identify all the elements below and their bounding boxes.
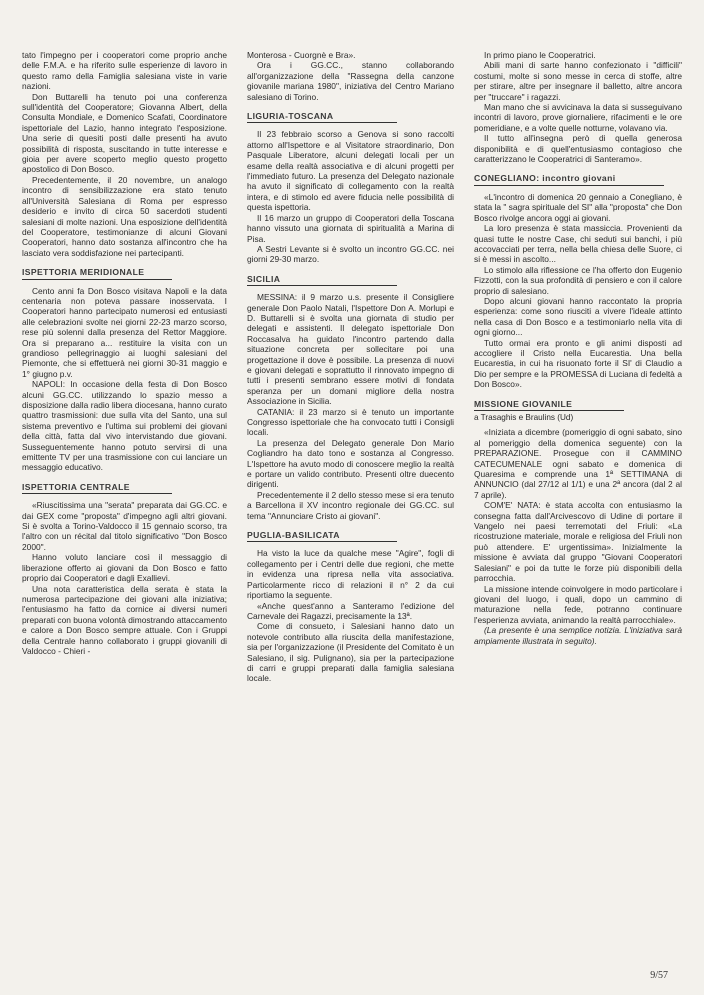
page-number: 9/57 (650, 970, 668, 981)
column-2 (247, 50, 454, 684)
paragraph: Monterosa - Cuorgnè e Bra». (247, 50, 356, 60)
paragraph: Tutto ormai era pronto e gli animi disposti ad accogliere il Cristo nella Eucarestia. Una bella Eucarestia, in cui ha risuonato forte il SI' di Claudio a Dio per sempre e la PROMESSA di Luciana di fedeltà a Don Bosco». (474, 337, 682, 390)
paragraph: «L'incontro di domenica 20 gennaio a Conegliano, è stata la " sagra spirituale del SI" alla "proposta" che Don Bosco rivolge ancora oggi ai giovani. (474, 191, 682, 223)
section-heading: LIGURIA-TOSCANA (247, 111, 397, 123)
section-heading: ISPETTORIA MERIDIONALE (22, 267, 172, 279)
section-heading: CONEGLIANO: incontro giovani (474, 173, 664, 185)
paragraph: Ora i GG.CC., stanno collaborando all'organizzazione della "Rassegna della canzone giovanile mariana 1980", iniziativa del Centro Mariano salesiano di Torino. (247, 60, 454, 102)
paragraph: Lo stimolo alla riflessione ce l'ha offerto don Eugenio Fizzotti, con la sua profondità di pensiero e con il calore proprio di salesiano. (474, 264, 682, 296)
paragraph: Don Buttarelli ha tenuto poi una conferenza sull'identità del Cooperatore; Giovanna Albert, della Consulta Mondiale, e Domenico Scafati, Coordinatore ispettoriale del Lazio, hanno integrato l'esposizione. Una serie di quesiti posti dalle presenti ha avuto possibilità di risposta, suscitando in tutte interesse e gioia per avere scoperto meglio questo progetto apostolico di Don Bosco. (22, 91, 227, 175)
paragraph: In primo piano le Cooperatrici. (484, 50, 596, 60)
paragraph: Ha visto la luce da qualche mese "Agire", fogli di collegamento per i Centri delle due regioni, che mette in evidenza una ripresa nella vita associativa. Particolarmente ricco di relazioni il n° 2 da cui riportiamo la seguente. (247, 548, 454, 601)
section-heading: ISPETTORIA CENTRALE (22, 482, 172, 494)
paragraph: La loro presenza è stata massiccia. Provenienti da quasi tutte le nostre Case, chi seduti sui banchi, i più accovacciati per terra, nella bella chiesa delle Suore, ci si è messi in ascolto... (474, 223, 682, 265)
paragraph: COM'E' NATA: è stata accolta con entusiasmo la consegna fatta dall'Arcivescovo di Udine di portare il Vangelo nei paesi terremotati del Friuli: «La ricostruzione materiale, morale e religiosa del Friuli non può attendere. E' urgentissima». Inizialmente la missione è avviata dal gruppo "Giovani Cooperatori Salesiani" e poi da tutte le forze più disponibili della parrocchia. (474, 500, 682, 584)
paragraph: NAPOLI: In occasione della festa di Don Bosco alcuni GG.CC. utilizzando lo spazio messo a disposizione dalla radio libera diocesana, hanno curato quattro trasmissioni: due sulla vita del Santo, una sul sistema preventivo e l'ultima sui problemi dei giovani della città, fatta dal vivo intervistando due giovani. Susseguentemente hanno potuto servirsi di una emittente TV per una trasmissione con cui lanciare un messaggio educativo. (22, 379, 227, 473)
paragraph: Il 16 marzo un gruppo di Cooperatori della Toscana hanno vissuto una giornata di spiritualità a Marina di Pisa. (247, 212, 454, 244)
paragraph: La presenza del Delegato generale Don Mario Cogliandro ha dato tono e sostanza al Congresso. L'Ispettore ha avuto modo di conoscere meglio la realtà e portare un valido contributo. Presenti oltre duecento dirigenti. (247, 437, 454, 490)
paragraph: Cento anni fa Don Bosco visitava Napoli e la data centenaria non poteva passare inosservata. I Cooperatori hanno partecipato numerosi ed entusiasti alle celebrazioni svolte nei giorni 22-23 marzo scorso, rese più solenni dalla presenza del Rettor Maggiore. Ora si preparano a... restituire la visita con un grandioso pellegrinaggio ai luoghi salesiani del Piemonte, che si effettuerà nei giorni 30-31 maggio e 1° giugno p.v. (22, 285, 227, 379)
paragraph: Il 23 febbraio scorso a Genova si sono raccolti attorno all'Ispettore e al Visitatore straordinario, Don Pasquale Liberatore, alcuni delegati locali per un esame della realtà associativa e di alcuni progetti per l'immediato futuro. La presenza del Delegato nazionale ha avuto il significato di collegamento con la realtà intera, e di stimolo ed avere fiducia nelle possibilità di questa ispettoria. (247, 129, 454, 213)
paragraph: Hanno voluto lanciare così il messaggio di liberazione offerto ai giovani da Don Bosco e fatto proprio dai Cooperatori e dagli Exallievi. (22, 552, 227, 584)
column-3 (474, 50, 682, 646)
paragraph: A Sestri Levante si è svolto un incontro GG.CC. nei giorni 29-30 marzo. (247, 243, 454, 265)
paragraph: Una nota caratteristica della serata è stata la numerosa partecipazione dei giovani alla iniziativa; l'entusiasmo ha fatto da cornice ai diversi numeri preparati con buona volontà dimostrando attaccamento e calore a Don Bosco sempre attuale. Con i Gruppi della Centrale hanno collaborato i gruppi giovanili di Valdocco - Chieri - (22, 583, 227, 656)
section-heading: PUGLIA-BASILICATA (247, 530, 397, 542)
section-heading: MISSIONE GIOVANILE (474, 399, 624, 411)
paragraph: Dopo alcuni giovani hanno raccontato la propria esperienza: come sono riusciti a vivere l'ideale attinto nella casa di Don Bosco e a testimoniarlo nella vita di ogni giorno... (474, 295, 682, 338)
section-subheading: a Trasaghis e Braulins (Ud) (474, 413, 574, 422)
paragraph: Come di consueto, i Salesiani hanno dato un notevole contributo alla riuscita della manifestazione, sia per l'organizzazione (il Presidente del Comitato è un Salesiano, il sig. Pulignano), sia per la partecipazione di carri e gruppi preparati dalla famiglia salesiana locale. (247, 621, 454, 684)
paragraph: «Riuscitissima una "serata" preparata dai GG.CC. e dai GEX come "proposta" d'impegno agli altri giovani. Si è svolta a Torino-Valdocco il 15 gennaio scorso, tra l'altro con un récital dal titolo significativo "Don Bosco 2000". (22, 500, 227, 552)
column-1 (22, 50, 227, 656)
paragraph: Abili mani di sarte hanno confezionato i "difficili" costumi, molte si sono messe in cerca di stoffe, altre per stirare, altre per insegnare il balletto, altre ancora per "truccare" i ragazzi. (474, 60, 682, 102)
paragraph: Precedentemente il 2 dello stesso mese si era tenuto a Barcellona il XV incontro regionale dei GG.CC. sul tema "Annunciare Cristo ai giovani". (247, 489, 454, 521)
paragraph: Precedentemente, il 20 novembre, un analogo incontro di sensibilizzazione era stato tenuto all'Università Salesiana di Roma per espresso desiderio e invito di circa 50 sacerdoti studenti salesiani di molte nazioni. Una esposizione dell'identità del Cooperatore, testimonianze di alcuni Giovani Cooperatori, hanno dato sostanza all'incontro che ha lasciato vera soddisfazione nei partecipanti. (22, 174, 227, 258)
paragraph: MESSINA: il 9 marzo u.s. presente il Consigliere generale Don Paolo Natali, l'Ispettore Don A. Morlupi e D. Buttarelli si è svolta una giornata di studio per delegati e assistenti. Il delegato ispettoriale Don Roccasalva ha guidato l'incontro partendo dalla situazione concreta per sollecitare poi una progettazione il dove è possibile. La presenza di nuovi e giovani delegati e soprattutto il rinnovato impegno di tutti i presenti sembrano essere motivi di fondata speranza per un domani migliore della nostra Associazione in Sicilia. (247, 292, 454, 407)
paragraph: Man mano che si avvicinava la data si susseguivano incontri di lavoro, prove giornaliere, rifacimenti e le ore pomeridiane, e a volte quelle notturne, volavano via. (474, 102, 682, 133)
section-heading: SICILIA (247, 274, 397, 286)
paragraph: Il tutto all'insegna però di quella generosa disponibilità e di quell'entusiasmo contagioso che caratterizzano le Cooperatrici di Santeramo». (474, 133, 682, 165)
paragraph: CATANIA: il 23 marzo si è tenuto un importante Congresso ispettoriale che ha convocato tutti i Consigli locali. (247, 406, 454, 438)
paragraph: (La presente è una semplice notizia. L'iniziativa sarà ampiamente illustrata in seguito). (474, 625, 682, 646)
paragraph: «Iniziata a dicembre (pomeriggio di ogni sabato, sino al pomeriggio della domenica seguente) con la PREPARAZIONE. Prosegue con il CAMMINO CATECUMENALE ogni sabato e domenica di Quaresima e comprende una 1ª SETTIMANA di ANNUNCIO (dal 27/12 al 1/1) e una 2ª ancora (dal 2 al 7 aprile). (474, 427, 682, 500)
paragraph: «Anche quest'anno a Santeramo l'edizione del Carnevale dei Ragazzi, precisamente la 13ª. (247, 600, 454, 621)
paragraph: La missione intende coinvolgere in modo particolare i giovani del luogo, i quali, dopo un cammino di maturazione nella fede, potranno continuare l'esperienza avviata, animando la realtà parrocchiale». (474, 583, 682, 625)
paragraph: tato l'impegno per i cooperatori come proprio anche delle F.M.A. e ha riferito sulle esperienze di lavoro in questo ramo della Famiglia salesiana viste in varie nazioni. (22, 50, 227, 92)
